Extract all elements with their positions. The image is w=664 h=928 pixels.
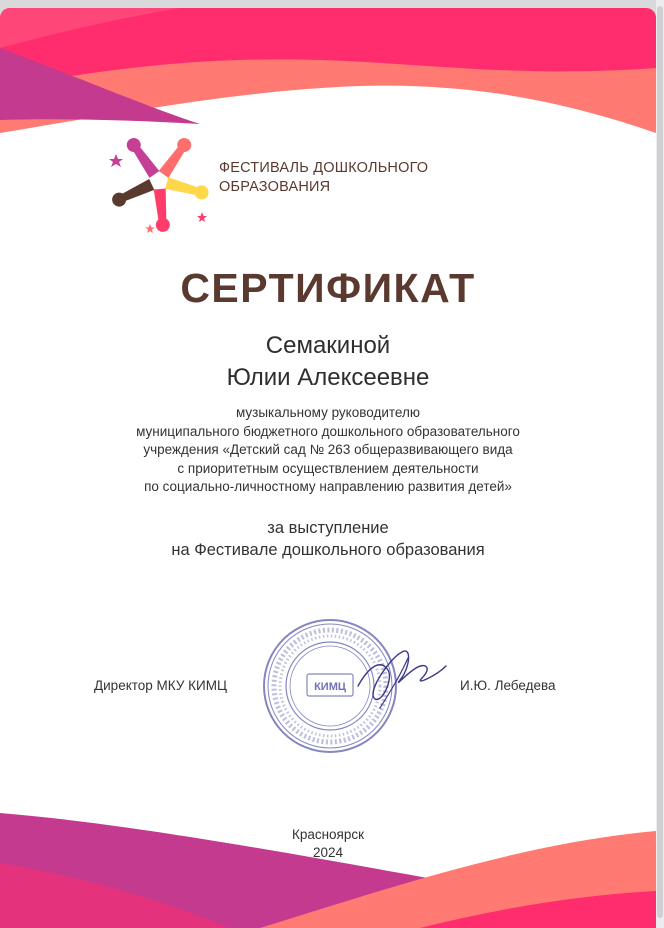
signatory-title: Директор МКУ КИМЦ [94, 678, 227, 693]
position-line: по социально-личностному направлению развития детей» [144, 479, 512, 494]
issue-place-date [0, 826, 656, 862]
recipient-name [0, 330, 656, 394]
award-reason [0, 517, 656, 561]
position-line: учреждения «Детский сад № 263 общеразвивающего вида [143, 442, 513, 457]
issue-year: 2024 [312, 845, 344, 860]
handwritten-signature [350, 628, 450, 718]
certificate-title: СЕРТИФИКАТ [180, 265, 476, 311]
signatory-name: И.Ю. Лебедева [460, 678, 556, 693]
vertical-scrollbar[interactable] [656, 0, 664, 928]
stamp-center-text: КИМЦ [314, 681, 346, 693]
reason-line2: на Фестивале дошкольного образования [171, 541, 485, 559]
festival-logo-text [219, 159, 428, 197]
logo-text-line2: ОБРАЗОВАНИЯ [219, 179, 331, 195]
top-wave-decoration [0, 8, 656, 133]
logo-text-line1: ФЕСТИВАЛЬ ДОШКОЛЬНОГО [219, 160, 429, 176]
recipient-position [0, 404, 656, 497]
position-line: с приоритетным осуществлением деятельности [177, 460, 479, 476]
festival-people-star-logo-icon [106, 128, 212, 234]
issue-city: Красноярск [291, 827, 365, 842]
reason-line1: за выступление [267, 519, 389, 537]
recipient-surname: Семакиной [265, 332, 391, 359]
position-line: музыкальному руководителю [235, 405, 420, 420]
recipient-given-names: Юлии Алексеевне [226, 364, 430, 391]
position-line: муниципального бюджетного дошкольного образовательного [136, 423, 520, 439]
scrollbar-thumb[interactable] [657, 6, 663, 918]
certificate-page [0, 8, 656, 928]
bottom-wave-decoration [0, 803, 656, 928]
